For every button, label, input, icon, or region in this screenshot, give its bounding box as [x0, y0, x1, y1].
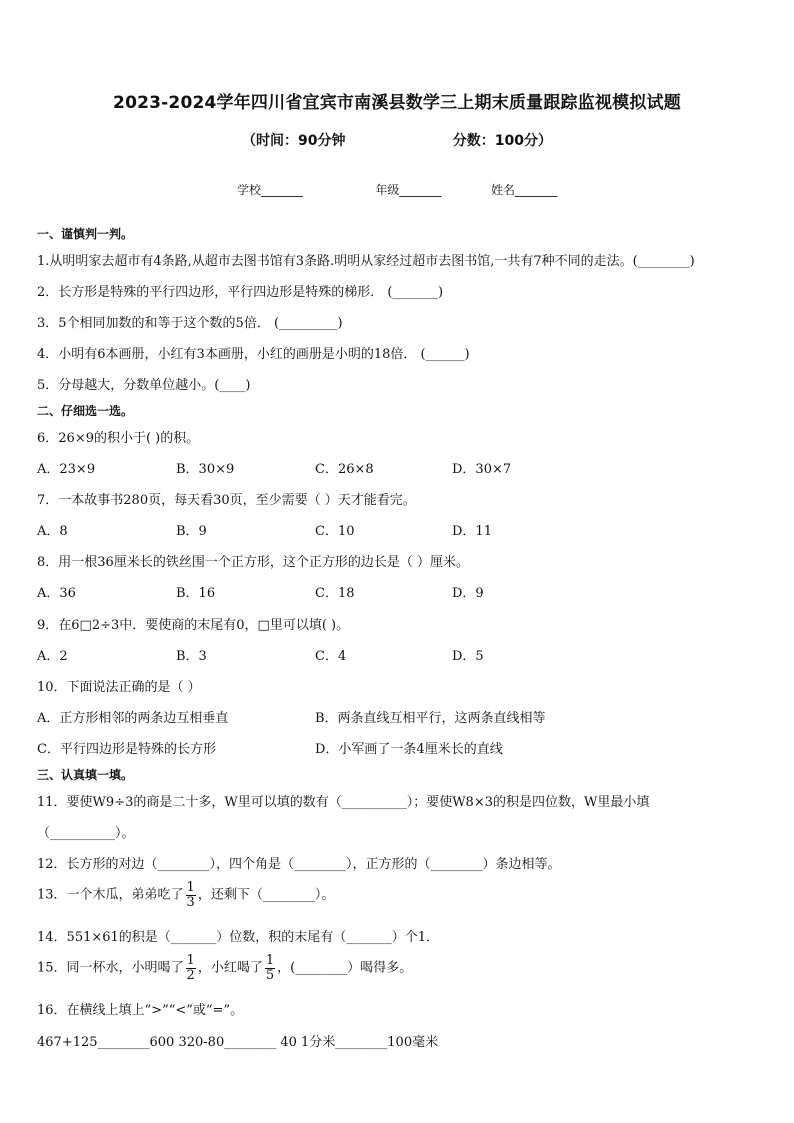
question-16: 16．在横线上填上“>”“<”或“=”。	[37, 1003, 244, 1018]
question-15	[37, 954, 412, 982]
q15-denominator-2: 5	[265, 967, 275, 983]
q6-option-b: B．30×9	[176, 462, 235, 477]
q15-fraction-1	[186, 954, 196, 982]
question-7: 7．一本故事书280页，每天看30页，至少需要（ ）天才能看完。	[37, 493, 416, 508]
q15-text-after: ，(________）喝得多。	[277, 960, 413, 976]
q6-option-a: A．23×9	[37, 462, 96, 477]
q9-option-b: B．3	[176, 649, 207, 664]
section-heading-judge: 一、谨慎判一判。	[37, 227, 134, 241]
question-6: 6．26×9的积小于( )的积。	[37, 431, 200, 446]
q6-option-c: C．26×8	[315, 462, 374, 477]
question-4: 4．小明有6本画册，小红有3本画册，小红的画册是小明的18倍． (______)	[37, 347, 470, 362]
q13-denominator: 3	[186, 894, 195, 910]
question-1: 1.从明明家去超市有4条路,从超市去图书馆有3条路.明明从家经过超市去图书馆,一共有7种不同的走法。(________)	[37, 254, 695, 269]
q9-option-a: A．2	[37, 649, 68, 664]
q9-option-c: C．4	[315, 649, 347, 664]
q7-option-c: C．10	[315, 524, 355, 539]
question-2: 2．长方形是特殊的平行四边形，平行四边形是特殊的梯形． (_______)	[37, 285, 444, 300]
q13-fraction	[186, 881, 196, 909]
q15-text-before: 15．同一杯水，小明喝了	[37, 960, 184, 976]
question-11-line-1: 11．要使W9÷3的商是二十多，W里可以填的数有（__________）；要使W8×3的积是四位数，W里最小填	[37, 795, 650, 810]
question-3: 3．5个相同加数的和等于这个数的5倍． (_________)	[37, 316, 343, 331]
question-12: 12．长方形的对边（________），四个角是（________），正方形的（________）条边相等。	[37, 857, 561, 872]
section-heading-choose: 二、仔细选一选。	[37, 404, 134, 418]
question-9: 9．在6□2÷3中．要使商的末尾有0，□里可以填( )。	[37, 618, 350, 633]
question-16-items: 467+125________600 320-80________ 40 1分米________100毫米	[37, 1035, 439, 1050]
q13-numerator: 1	[186, 880, 195, 895]
question-10: 10．下面说法正确的是（ ）	[37, 680, 201, 695]
q8-option-b: B．16	[176, 586, 216, 601]
q7-option-d: D．11	[452, 524, 492, 539]
question-13	[37, 881, 334, 909]
question-14: 14．551×61的积是（_______）位数，积的末尾有（_______）个1．	[37, 930, 440, 945]
q9-option-d: D．5	[452, 649, 484, 664]
question-11-line-2: （__________）。	[37, 826, 135, 841]
q15-fraction-2	[265, 954, 275, 982]
q15-text-middle: ，小红喝了	[197, 960, 263, 976]
q6-option-d: D．30×7	[452, 462, 512, 477]
page-title: 2023-2024学年四川省宜宾市南溪县数学三上期末质量跟踪监视模拟试题	[113, 93, 681, 113]
q7-option-b: B．9	[176, 524, 207, 539]
q13-text-before: 13．一个木瓜，弟弟吃了	[37, 887, 184, 903]
q10-option-c: C．平行四边形是特殊的长方形	[37, 742, 216, 757]
section-heading-fill: 三、认真填一填。	[37, 768, 134, 782]
q10-option-a: A．正方形相邻的两条边互相垂直	[37, 711, 229, 726]
q8-option-a: A．36	[37, 586, 76, 601]
q8-option-c: C．18	[315, 586, 355, 601]
q7-option-a: A．8	[37, 524, 68, 539]
time-score-line: （时间：90分钟 分数：100分）	[242, 133, 552, 149]
question-5: 5．分母越大，分数单位越小。(____)	[37, 378, 251, 393]
q13-text-after: ，还剩下（________）。	[197, 887, 335, 903]
q15-numerator-1: 1	[186, 953, 195, 968]
student-info-line: 学校_______ 年级_______ 姓名_______	[236, 183, 558, 197]
question-8: 8．用一根36厘米长的铁丝围一个正方形，这个正方形的边长是（ ）厘米。	[37, 555, 469, 570]
q15-numerator-2: 1	[265, 953, 275, 968]
q10-option-d: D．小军画了一条4厘米长的直线	[315, 742, 503, 757]
q10-option-b: B．两条直线互相平行，这两条直线相等	[315, 711, 546, 726]
q15-denominator-1: 2	[186, 967, 195, 983]
q8-option-d: D．9	[452, 586, 484, 601]
